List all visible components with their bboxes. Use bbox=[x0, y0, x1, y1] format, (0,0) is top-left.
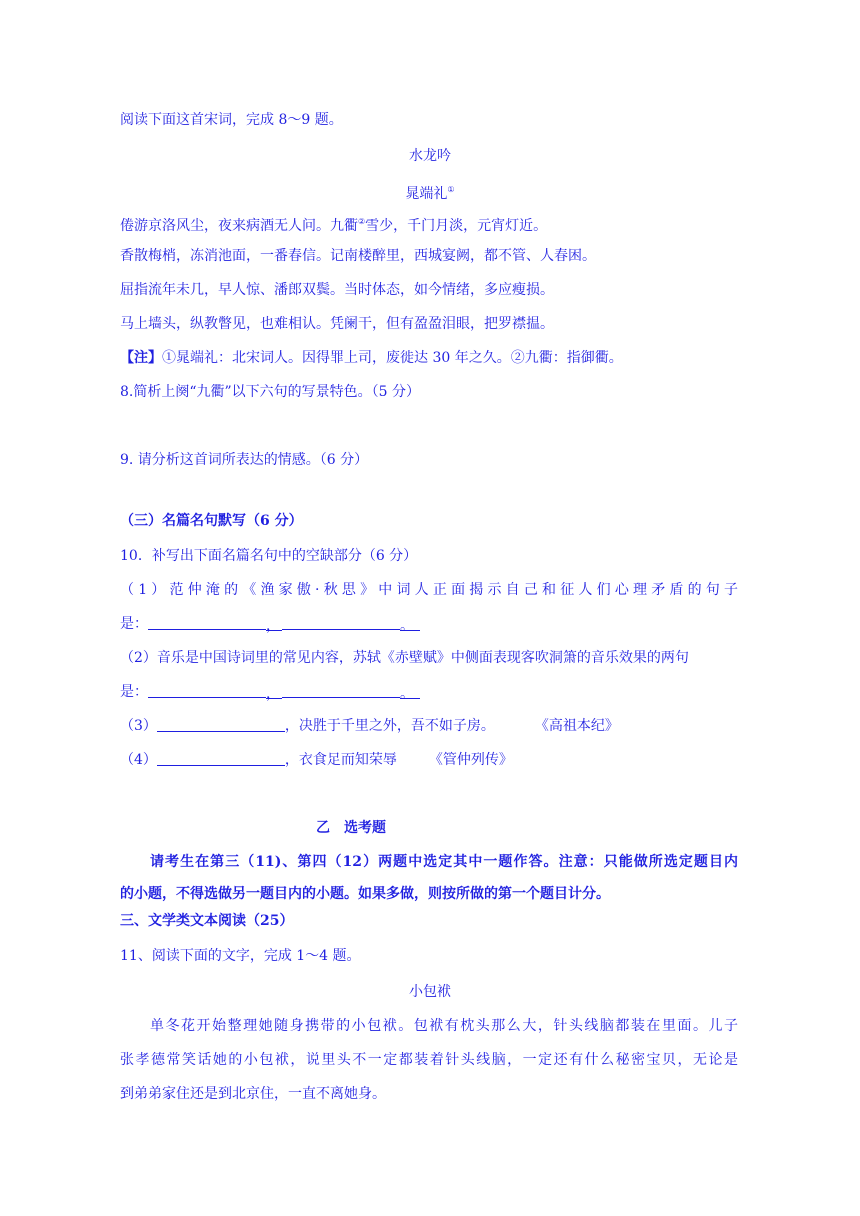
question-10-1-line: （1）范仲淹的《渔家傲·秋思》中词人正面揭示自己和征人们心理矛盾的句子 bbox=[120, 582, 738, 598]
answer-blank[interactable] bbox=[148, 683, 266, 698]
section-title-literature: 三、文学类文本阅读（25） bbox=[120, 913, 294, 929]
instruction-line-2: 的小题，不得选做另一题目内的小题。如果多做，则按所做的第一个题目计分。 bbox=[120, 886, 610, 902]
answer-blank[interactable] bbox=[282, 683, 400, 698]
question-10-3: （3） ，决胜于千里之外，吾不如子房。 《高祖本纪》 bbox=[120, 718, 619, 734]
poem-line-3: 屈指流年未几，早人惊、潘郎双鬓。当时体态，如今情绪，多应瘦损。 bbox=[120, 282, 554, 298]
question-10-2-answer: 是： ， 。 bbox=[120, 682, 420, 702]
question-10: 10．补写出下面名篇名句中的空缺部分（6 分） bbox=[120, 548, 418, 564]
question-8: 8.简析上阕“九衢”以下六句的写景特色。（5 分） bbox=[120, 384, 421, 400]
footnote-mark: ② bbox=[358, 217, 366, 226]
story-title: 小包袱 bbox=[409, 984, 451, 1000]
source-title: 《高祖本纪》 bbox=[534, 718, 619, 734]
answer-blank[interactable] bbox=[157, 751, 285, 766]
reading-intro: 阅读下面这首宋词，完成 8～9 题。 bbox=[120, 112, 343, 128]
story-paragraph-line-1: 单冬花开始整理她随身携带的小包袱。包袱有枕头那么大，针头线脑都装在里面。儿子 bbox=[150, 1018, 738, 1034]
question-11: 11、阅读下面的文字，完成 1～4 题。 bbox=[120, 948, 361, 964]
answer-blank[interactable] bbox=[157, 717, 285, 732]
poem-title: 水龙吟 bbox=[409, 148, 451, 164]
instruction-line-1: 请考生在第三（11)、第四（12）两题中选定其中一题作答。注意：只能做所选定题目内 bbox=[150, 854, 738, 870]
note-label: 【注】 bbox=[120, 350, 162, 366]
question-9: 9. 请分析这首词所表达的情感。（6 分） bbox=[120, 452, 369, 468]
question-10-1-answer: 是： ， 。 bbox=[120, 614, 420, 634]
story-paragraph-line-2: 张孝德常笑话她的小包袱，说里头不一定都装着针头线脑，一定还有什么秘密宝贝，无论是 bbox=[120, 1052, 738, 1068]
question-10-4: （4） ，衣食足而知荣辱 《管仲列传》 bbox=[120, 752, 513, 768]
question-10-2-line: （2）音乐是中国诗词里的常见内容，苏轼《赤壁赋》中侧面表现客吹洞箫的音乐效果的两句 bbox=[120, 650, 689, 666]
poem-line-1: 倦游京洛风尘，夜来病酒无人问。九衢②雪少，千门月淡，元宵灯近。 bbox=[120, 217, 548, 234]
poem-line-4: 马上墙头，纵教瞥见，也难相认。凭阑干，但有盈盈泪眼，把罗襟揾。 bbox=[120, 316, 554, 332]
part-b-title: 乙 选考题 bbox=[316, 820, 386, 836]
poem-note: 【注】①晁端礼：北宋词人。因得罪上司，废徙达 30 年之久。②九衢：指御衢。 bbox=[120, 350, 623, 366]
poem-line-2: 香散梅梢，冻消池面，一番春信。记南楼醉里，西城宴阙，都不管、人春困。 bbox=[120, 248, 596, 264]
poem-author: 晁端礼① bbox=[405, 185, 455, 202]
answer-blank[interactable] bbox=[148, 615, 266, 630]
footnote-mark: ① bbox=[447, 185, 455, 194]
story-paragraph-line-3: 到弟弟家住还是到北京住，一直不离她身。 bbox=[120, 1086, 386, 1102]
source-title: 《管仲列传》 bbox=[428, 752, 513, 768]
section-title-dictation: （三）名篇名句默写（6 分） bbox=[120, 513, 303, 529]
answer-blank[interactable] bbox=[282, 615, 400, 630]
